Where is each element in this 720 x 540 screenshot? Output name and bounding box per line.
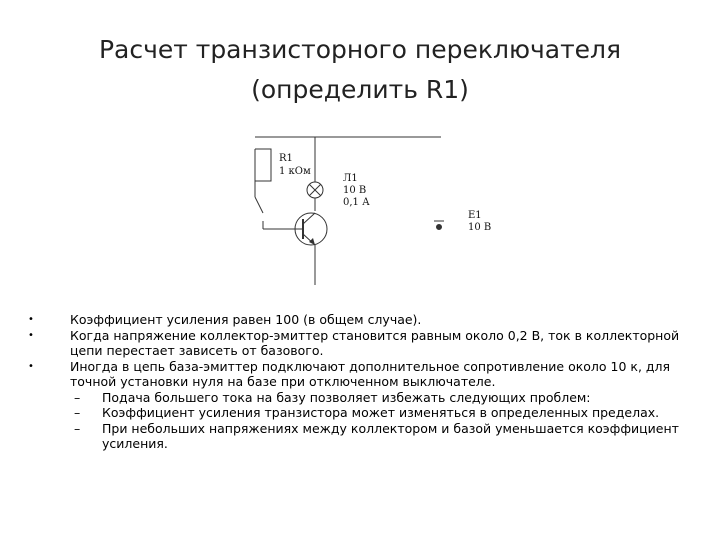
- battery-voltage: 10 В: [468, 222, 492, 233]
- r1-value: 1 кОм: [279, 166, 311, 177]
- title-line-2: (определить R1): [251, 75, 469, 104]
- sub-bullet-item: – Коэффициент усиления транзистора может изменяться в определенных пределах.: [28, 405, 698, 421]
- battery-e1-icon: [437, 225, 442, 230]
- slide-title: [0, 30, 720, 110]
- bullet-item: • Когда напряжение коллектор-эмиттер становится равным около 0,2 В, ток в коллекторной цепи перестает зависеть от базового.: [28, 328, 698, 359]
- battery-name: E1: [468, 210, 482, 221]
- switch-lever: [255, 197, 263, 213]
- sub-bullet-item: – При небольших напряжениях между коллектором и базой уменьшается коэффициент усиления.: [28, 421, 698, 452]
- r1-resistor: [255, 149, 271, 181]
- circuit-schematic: [225, 125, 525, 295]
- r1-name: R1: [279, 153, 293, 164]
- bullet-item: • Коэффициент усиления равен 100 (в общем случае).: [28, 312, 698, 328]
- lamp-current: 0,1 А: [343, 197, 370, 208]
- lamp-name: Л1: [343, 173, 358, 184]
- sub-bullet-item: – Подача большего тока на базу позволяет избежать следующих проблем:: [28, 390, 698, 406]
- bullet-list: [28, 312, 698, 452]
- lamp-voltage: 10 В: [343, 185, 367, 196]
- bullet-item: • Иногда в цепь база-эмиттер подключают дополнительное сопротивление около 10 к, для точной установки нуля на базе при отключенном выключателе.: [28, 359, 698, 390]
- title-line-1: Расчет транзисторного переключателя: [98, 35, 622, 64]
